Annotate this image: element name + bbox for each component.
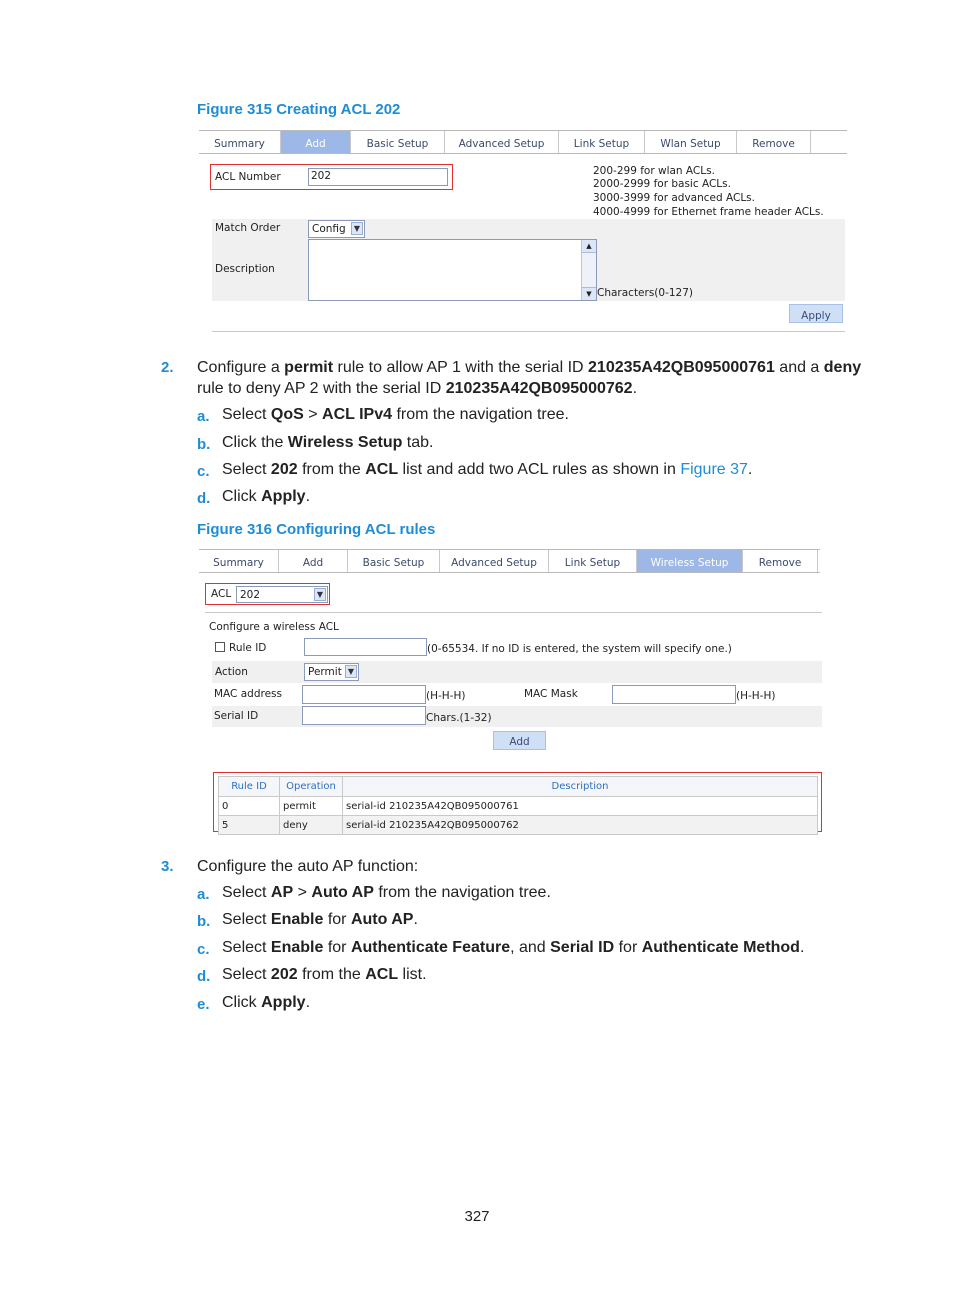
tab-advanced-setup[interactable]: Advanced Setup: [445, 131, 559, 153]
step-3a-text: Select AP > Auto AP from the navigation tree.: [222, 884, 551, 901]
step-3d-text: Select 202 from the ACL list.: [222, 966, 427, 983]
apply-button[interactable]: Apply: [789, 304, 843, 323]
hint-ethernet: 4000-4999 for Ethernet frame header ACLs.: [593, 206, 824, 218]
match-order-select[interactable]: [308, 220, 365, 238]
chevron-down-icon: ▼: [345, 665, 357, 678]
step-2d-text: Click Apply.: [222, 488, 311, 505]
cell-rule-id: 0: [219, 797, 280, 816]
hint-basic: 2000-2999 for basic ACLs.: [593, 178, 731, 190]
serial-id-label: Serial ID: [214, 710, 259, 722]
step-2-line-1: Configure a permit rule to allow AP 1 with the serial ID 210235A42QB095000761 and a deny: [197, 359, 862, 376]
step-2b-text: Click the Wireless Setup tab.: [222, 434, 434, 451]
step-3-text: Configure the auto AP function:: [197, 858, 419, 875]
chevron-down-icon: ▼: [314, 588, 326, 601]
tab-remove[interactable]: Remove: [737, 131, 811, 153]
serial-id-input[interactable]: [302, 706, 426, 725]
step-2a-letter: a.: [197, 408, 210, 425]
step-2d-letter: d.: [197, 490, 211, 507]
cell-description: serial-id 210235A42QB095000762: [343, 816, 818, 835]
tab-basic-setup[interactable]: Basic Setup: [351, 131, 445, 153]
mac-address-hint: (H-H-H): [426, 690, 466, 702]
step-3-number: 3.: [161, 858, 174, 875]
rule-id-checkbox[interactable]: [215, 642, 225, 652]
step-3d-letter: d.: [197, 968, 211, 985]
step-2-line-2: rule to deny AP 2 with the serial ID 210235A42QB095000762.: [197, 380, 638, 397]
textarea-scrollbar[interactable]: [581, 240, 596, 300]
tab-wireless-setup[interactable]: Wireless Setup: [637, 550, 743, 572]
step-3b-letter: b.: [197, 913, 211, 930]
action-select-value: Permit: [308, 666, 342, 678]
step-3c-letter: c.: [197, 941, 210, 958]
acl-number-label: ACL Number: [215, 171, 281, 183]
cell-description: serial-id 210235A42QB095000761: [343, 797, 818, 816]
description-textarea[interactable]: [308, 239, 597, 301]
tab-bar-316: [199, 549, 820, 573]
tab-advanced-setup[interactable]: Advanced Setup: [440, 550, 549, 572]
mac-mask-label: MAC Mask: [524, 688, 578, 700]
action-label: Action: [215, 666, 248, 678]
mac-mask-hint: (H-H-H): [736, 690, 776, 702]
fig316-divider: [205, 612, 822, 613]
cell-operation: permit: [280, 797, 343, 816]
page-number: 327: [464, 1208, 490, 1225]
table-row[interactable]: [219, 797, 818, 816]
scroll-down-icon[interactable]: ▼: [582, 287, 596, 300]
tab-basic-setup[interactable]: Basic Setup: [348, 550, 440, 572]
step-2c-text: Select 202 from the ACL list and add two ACL rules as shown in Figure 37.: [222, 461, 753, 478]
step-3e-letter: e.: [197, 996, 210, 1013]
hint-wlan: 200-299 for wlan ACLs.: [593, 165, 715, 177]
step-2-number: 2.: [161, 359, 174, 376]
figure-37-link[interactable]: Figure 37: [680, 461, 748, 478]
mac-address-input[interactable]: [302, 685, 426, 704]
step-2b-letter: b.: [197, 436, 211, 453]
acl-select-value: 202: [240, 589, 261, 601]
step-3c-text: Select Enable for Authenticate Feature, and Serial ID for Authenticate Method.: [222, 939, 805, 956]
rule-id-hint: (0-65534. If no ID is entered, the system will specify one.): [427, 643, 732, 655]
cell-operation: deny: [280, 816, 343, 835]
tab-bar-315: [199, 130, 847, 154]
match-order-value: Config: [312, 223, 346, 235]
mac-address-label: MAC address: [214, 688, 282, 700]
table-row[interactable]: [219, 816, 818, 835]
tab-link-setup[interactable]: Link Setup: [559, 131, 645, 153]
rule-id-input[interactable]: [304, 638, 427, 656]
rules-table: [218, 776, 818, 835]
mac-mask-input[interactable]: [612, 685, 736, 704]
serial-id-hint: Chars.(1-32): [426, 712, 492, 724]
tab-summary[interactable]: Summary: [199, 550, 279, 572]
acl-label: ACL: [211, 588, 232, 600]
add-rule-button[interactable]: Add: [493, 731, 546, 750]
description-label: Description: [215, 263, 275, 275]
tab-wlan-setup[interactable]: Wlan Setup: [645, 131, 737, 153]
col-operation[interactable]: Operation: [280, 777, 343, 797]
acl-select[interactable]: [236, 586, 328, 603]
step-3a-letter: a.: [197, 886, 210, 903]
cell-rule-id: 5: [219, 816, 280, 835]
characters-hint: Characters(0-127): [597, 287, 694, 299]
tab-link-setup[interactable]: Link Setup: [549, 550, 637, 572]
col-description[interactable]: Description: [343, 777, 818, 797]
tab-summary[interactable]: Summary: [199, 131, 281, 153]
chevron-down-icon: ▼: [351, 222, 363, 235]
step-2c-letter: c.: [197, 463, 210, 480]
step-3b-text: Select Enable for Auto AP.: [222, 911, 418, 928]
tab-add[interactable]: Add: [279, 550, 348, 572]
col-rule-id[interactable]: Rule ID: [219, 777, 280, 797]
acl-number-input[interactable]: 202: [308, 168, 448, 186]
match-order-label: Match Order: [215, 222, 281, 234]
scroll-up-icon[interactable]: ▲: [582, 240, 596, 253]
fig315-bottom-divider: [212, 331, 845, 332]
hint-advanced: 3000-3999 for advanced ACLs.: [593, 192, 755, 204]
section-title: Configure a wireless ACL: [209, 621, 339, 633]
figure-316-caption: Figure 316 Configuring ACL rules: [197, 521, 436, 538]
tab-remove[interactable]: Remove: [743, 550, 818, 572]
action-select[interactable]: [304, 663, 359, 681]
step-3e-text: Click Apply.: [222, 994, 311, 1011]
step-2a-text: Select QoS > ACL IPv4 from the navigation tree.: [222, 406, 569, 423]
figure-315-caption: Figure 315 Creating ACL 202: [197, 101, 401, 118]
rule-id-label: Rule ID: [229, 642, 267, 654]
tab-add[interactable]: Add: [281, 131, 351, 153]
